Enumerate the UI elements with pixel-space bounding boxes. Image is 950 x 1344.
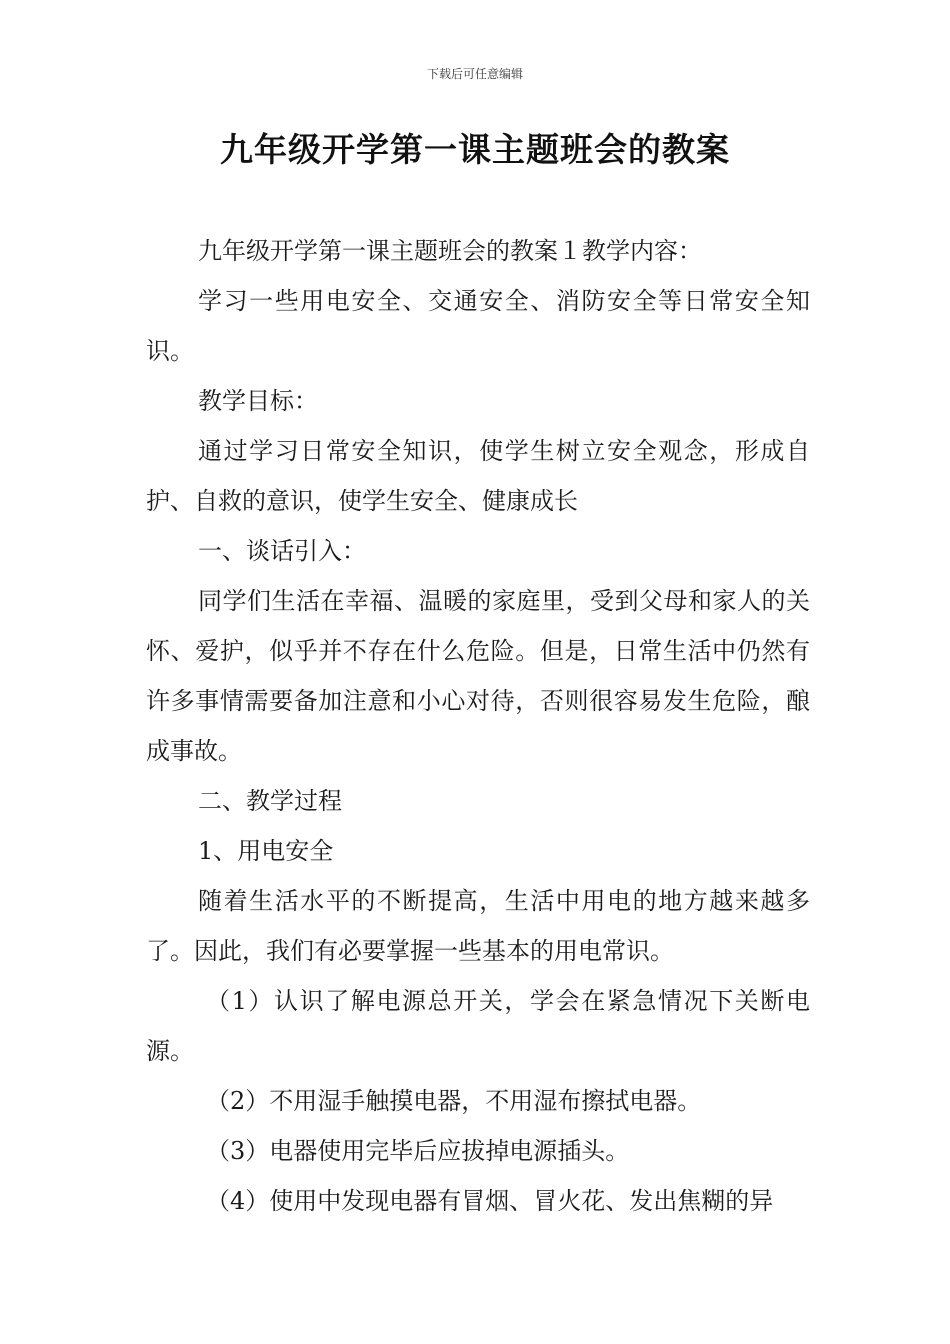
- list-item-4: （4）使用中发现电器有冒烟、冒火花、发出焦糊的异: [206, 1187, 774, 1215]
- paragraph-objective-heading: 教学目标：: [198, 387, 318, 415]
- document-body: [146, 226, 810, 1226]
- section-heading-process: 二、教学过程: [198, 787, 342, 815]
- section-heading-intro: 一、谈话引入：: [198, 537, 366, 565]
- paragraph-intro: 九年级开学第一课主题班会的教案１教学内容：: [198, 237, 702, 265]
- paragraph-electric-safety: 随着生活水平的不断提高，生活中用电的地方越来越多了。因此，我们有必要掌握一些基本的用电常识。: [146, 887, 810, 965]
- list-item-1: （1）认识了解电源总开关，学会在紧急情况下关断电源。: [146, 987, 810, 1065]
- subsection-heading-electric-safety: 1、用电安全: [198, 837, 334, 865]
- paragraph-intro-talk: 同学们生活在幸福、温暖的家庭里，受到父母和家人的关怀、爱护，似乎并不存在什么危险。但是，日常生活中仍然有许多事情需要备加注意和小心对待，否则很容易发生危险，酿成事故。: [146, 587, 810, 765]
- document-title: 九年级开学第一课主题班会的教案: [220, 130, 730, 169]
- paragraph-content: 学习一些用电安全、交通安全、消防安全等日常安全知识。: [146, 287, 810, 365]
- header-note: 下载后可任意编辑: [426, 67, 523, 81]
- paragraph-objective: 通过学习日常安全知识，使学生树立安全观念，形成自护、自救的意识，使学生安全、健康成长: [146, 437, 810, 515]
- list-item-3: （3）电器使用完毕后应拔掉电源插头。: [206, 1137, 630, 1165]
- list-item-2: （2）不用湿手触摸电器，不用湿布擦拭电器。: [206, 1087, 702, 1115]
